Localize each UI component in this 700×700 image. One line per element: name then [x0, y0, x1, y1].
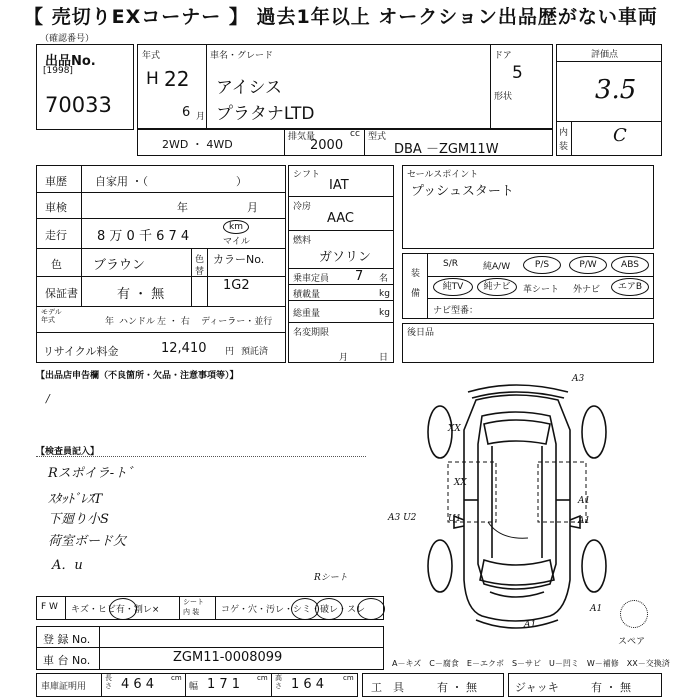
inspector-note-1: Rスポイラ-ト゛: [48, 466, 141, 481]
capacity-value: 7: [355, 269, 364, 284]
sales-point-box: [402, 165, 654, 249]
equip-label-2: 備: [411, 289, 421, 299]
equip-tv: 純TV: [433, 278, 473, 296]
notice-label: 【出品店申告欄（不良箇所・欠品・注意事項等）】: [36, 371, 239, 381]
model-label: 車名・グレード: [210, 51, 274, 61]
inspection-year: 年: [177, 201, 188, 214]
type-label: 型式: [368, 132, 387, 142]
mid-table: [288, 165, 394, 363]
equip-ext-navi: 外ナビ: [573, 285, 601, 295]
warranty-label: 保証書: [45, 287, 78, 300]
cert-label: 車庫証明用: [41, 682, 87, 692]
mark-rear-seat: Rシート: [314, 573, 348, 583]
mark-rear-door: XX: [454, 478, 467, 488]
shape-label: 形状: [494, 92, 513, 102]
jack-value: 有 ・ 無: [591, 681, 631, 694]
interior-label-2: 装: [559, 142, 569, 152]
color-no-label: カラーNo.: [213, 253, 265, 266]
cert-width-unit: cm: [257, 674, 268, 682]
cert-height-label: 高さ: [275, 674, 282, 690]
spec-row-box: [137, 128, 553, 156]
inspector-label: 【検査員記入】: [36, 447, 100, 457]
seat-label-2: 内 装: [183, 608, 200, 616]
type-value: DBA －ZGM11W: [394, 142, 499, 157]
history-value: 自家用 ・（ ）: [95, 175, 247, 188]
month-unit: 月: [196, 112, 206, 122]
inspector-note-5: A．u: [52, 558, 83, 573]
registration-table: [36, 626, 384, 670]
damage-legend: A－キズ C－腐食 E－エクボ S－サビ U－凹ミ W－補修 XX－交換済: [392, 659, 670, 668]
fuel-label: 燃料: [293, 236, 312, 246]
ac-value: AAC: [327, 211, 354, 226]
navi-model-label: ナビ型番：: [433, 306, 479, 316]
color-label: 色: [51, 258, 62, 271]
mileage-unit-km: km: [223, 220, 249, 234]
load-label: 積載量: [293, 290, 321, 300]
drive-value: 2WD ・ 4WD: [162, 138, 233, 151]
eval-label: 評価点: [591, 50, 619, 60]
equip-ps: P/S: [523, 256, 561, 274]
mark-front-2: A1: [590, 604, 603, 614]
spare-label: スペア: [618, 637, 646, 647]
vehicle-header-box: [137, 44, 553, 130]
model-year-unit: 年: [105, 317, 115, 327]
shift-label: シフト: [293, 170, 321, 180]
inspector-note-4: 荷室ボード欠: [48, 534, 127, 549]
capacity-unit: 名: [379, 274, 389, 284]
equip-pw: P/W: [569, 256, 607, 274]
disp-label: 排気量: [288, 132, 316, 142]
seat-items: コゲ・穴・汚レ・シミ・破レ・スレ: [221, 605, 366, 615]
tools-box: [362, 673, 504, 697]
disp-unit: cc: [350, 129, 360, 139]
sales-label: セールスポイント: [407, 170, 479, 180]
color-change-2: 替: [195, 267, 205, 277]
equip-airbag: エアB: [611, 278, 649, 296]
color-no: 1G2: [223, 278, 250, 293]
deadline-day: 日: [379, 353, 389, 363]
garage-cert-row: [36, 673, 358, 697]
door-label: ドア: [494, 51, 512, 61]
spare-tire-icon: [620, 600, 648, 628]
cert-length-unit: cm: [171, 674, 182, 682]
notice-mark: /: [46, 392, 50, 405]
lot-number-box: [36, 44, 134, 130]
equip-leather: 革シート: [523, 285, 560, 295]
warranty-value: 有 ・ 無: [117, 287, 165, 302]
history-label: 車歴: [45, 175, 67, 188]
chassis-value: ZGM11-0008099: [173, 650, 283, 665]
cert-height: 1 6 4: [291, 677, 325, 692]
year-month: 6: [182, 105, 191, 120]
auction-banner: 【 売切りEXコーナー 】 過去1年以上 オークション出品歴がない車両: [24, 6, 658, 28]
weight-label: 総重量: [293, 309, 321, 319]
mark-front-1: A1: [524, 620, 537, 630]
doors-value: 5: [512, 63, 523, 83]
weight-unit: kg: [379, 308, 390, 318]
interior-grade: C: [613, 125, 627, 146]
cert-height-unit: cm: [343, 674, 354, 682]
sales-value: プッシュスタート: [411, 184, 514, 199]
seat-label-1: シート: [183, 598, 204, 606]
handle-value: 左 ・ 右: [157, 317, 190, 327]
dealer-label: ディーラー・並行: [201, 317, 273, 327]
later-label: 後日品: [407, 328, 435, 338]
equip-sr: S/R: [443, 259, 458, 269]
tools-value: 有 ・ 無: [437, 681, 477, 694]
mark-right-2: A1: [578, 516, 591, 526]
grade: プラタナLTD: [216, 104, 315, 124]
reg-label: 登 録 No.: [43, 633, 91, 646]
inspection-label: 車検: [45, 201, 67, 214]
cert-length: 4 6 4: [121, 677, 155, 692]
inspector-note-3: 下廻り小S: [48, 512, 109, 527]
cert-length-label: 長さ: [105, 674, 112, 690]
mark-rear-left: XX: [448, 424, 461, 434]
recycle-label: リサイクル料金: [43, 345, 119, 358]
load-unit: kg: [379, 289, 390, 299]
lot-small: [1998]: [43, 66, 73, 76]
lot-label: 出品No.: [45, 54, 96, 69]
lot-number: 70033: [45, 93, 112, 117]
recycle-unit: 円: [225, 347, 235, 357]
equip-navi: 純ナビ: [477, 278, 517, 296]
jack-label: ジャッキ: [515, 681, 559, 694]
shift-value: IAT: [329, 178, 349, 193]
year-value: 22: [164, 67, 190, 91]
deadline-month: 月: [339, 353, 349, 363]
model-year-label: モデル年式: [41, 308, 62, 324]
recycle-value: 12,410: [161, 341, 207, 356]
year-label: 年式: [142, 51, 161, 61]
color-change-1: 色: [195, 255, 205, 265]
equip-alloy-wheel: 純A/W: [483, 262, 511, 272]
color-value: ブラウン: [93, 258, 146, 273]
mark-spoiler: A3: [572, 374, 585, 384]
evaluation-box: [556, 44, 662, 156]
car-name: アイシス: [216, 78, 282, 98]
inspection-month: 月: [247, 201, 258, 214]
tools-label: 工 具: [371, 681, 404, 694]
capacity-label: 乗車定員: [293, 274, 330, 284]
deadline-label: 名変期限: [293, 328, 330, 338]
mark-left-side: A3 U2: [388, 513, 417, 523]
later-items-box: [402, 323, 654, 363]
disp-value: 2000: [310, 138, 344, 153]
details-table: [36, 165, 286, 363]
fw-label: F W: [41, 602, 58, 612]
mark-right-1: A1: [578, 496, 591, 506]
mileage-label: 走行: [45, 229, 67, 242]
jack-box: [508, 673, 662, 697]
ac-label: 冷房: [293, 202, 312, 212]
eval-score: 3.5: [595, 75, 637, 105]
fw-items: キズ・ヒビ有・割レ×: [71, 605, 160, 615]
partial-top-label: （確認番号）: [40, 34, 95, 44]
mileage-unit-mile: マイル: [223, 237, 250, 247]
mileage-value: 8 万 0 千 6 7 4: [97, 229, 190, 244]
fuel-value: ガソリン: [319, 250, 372, 265]
interior-label-1: 内: [559, 128, 569, 138]
year-era: H: [146, 69, 159, 89]
equipment-box: [402, 253, 654, 319]
cert-width-label: 幅: [189, 682, 199, 692]
condition-row: [36, 596, 384, 620]
handle-label: ハンドル: [119, 317, 156, 327]
equip-abs: ABS: [611, 256, 649, 274]
equip-label-1: 装: [411, 269, 421, 279]
inspector-note-2: ｽﾀｯﾄﾞﾚｽT: [48, 492, 103, 507]
mark-left-door: U1: [448, 514, 462, 524]
chassis-label: 車 台 No.: [43, 654, 91, 667]
recycle-status: 預託済: [241, 347, 269, 357]
cert-width: 1 7 1: [207, 677, 241, 692]
